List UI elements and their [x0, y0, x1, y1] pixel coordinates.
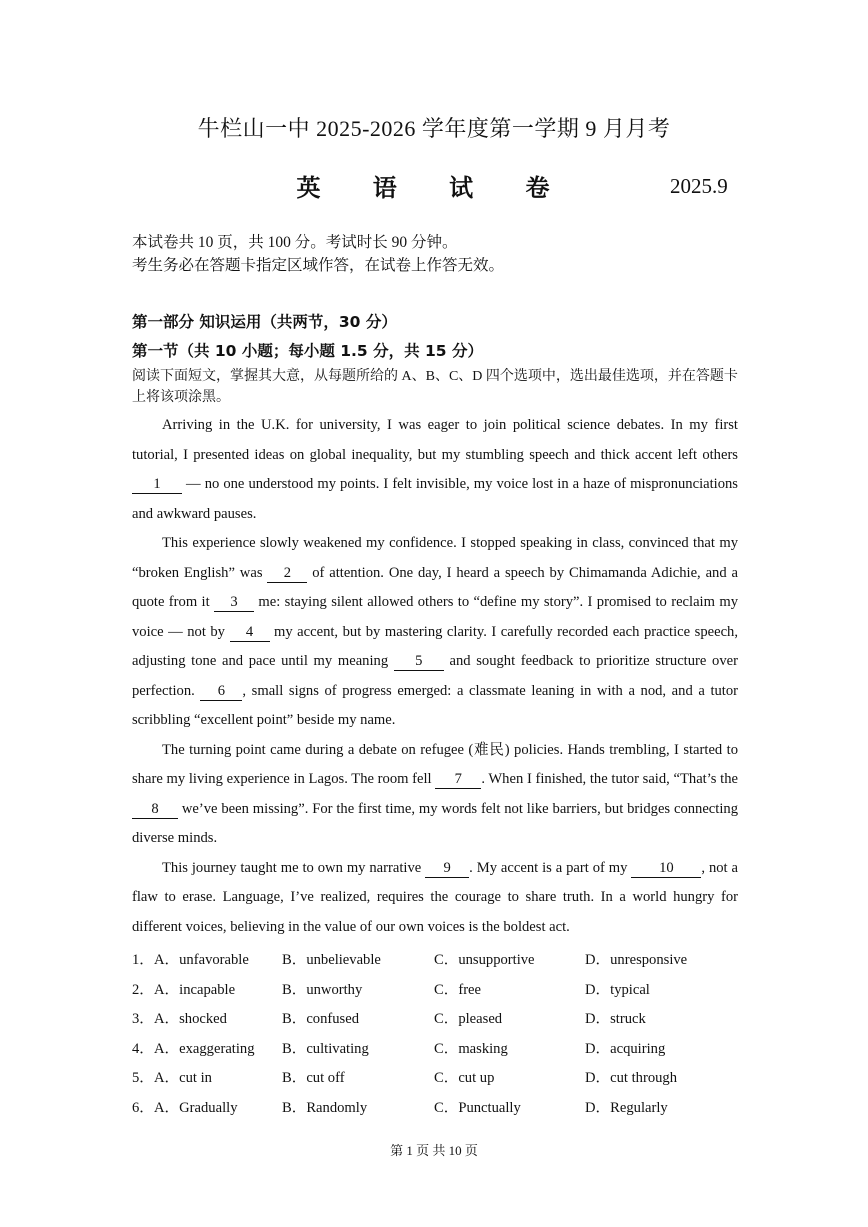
question-number: 1． — [132, 952, 154, 968]
exam-title: 牛栏山一中 2025-2026 学年度第一学期 9 月月考 — [197, 116, 671, 141]
option-d: D．typical — [585, 981, 650, 998]
option-d: D．unresponsive — [585, 952, 688, 968]
section-instructions: 阅读下面短文，掌握其大意，从每题所给的 A、B、C、D 四个选项中，选出最佳选项，并在答题卡上将该项涂黑。 — [132, 369, 738, 405]
paragraph-1 — [132, 411, 738, 529]
blank-8: 8 — [132, 800, 178, 819]
exam-date: 2025.9 — [670, 174, 728, 198]
part-heading: 第一部分 知识运用（共两节，30 分） — [132, 313, 397, 331]
question-number: 3． — [132, 1011, 154, 1028]
option-c: C．cut up — [434, 1070, 495, 1087]
text-span: . When I finished, the tutor said, “That’s the — [481, 771, 738, 787]
paragraph-2 — [132, 529, 738, 736]
paragraph-4 — [132, 854, 738, 943]
option-d: D．acquiring — [585, 1040, 666, 1057]
blank-9: 9 — [425, 859, 469, 878]
option-d: D．struck — [585, 1011, 646, 1028]
option-a: A．cut in — [154, 1070, 212, 1087]
option-c: C．pleased — [434, 1011, 503, 1028]
cloze-passage — [132, 411, 738, 942]
blank-3: 3 — [214, 593, 254, 612]
option-a: A．exaggerating — [154, 1040, 255, 1057]
option-b: B．confused — [282, 1011, 360, 1028]
question-number: 2． — [132, 981, 154, 998]
text-span: me: staying silent allowed others to “define my story”. I promised to reclaim my voice — not by — [132, 594, 738, 640]
text-span: of attention. One day, I heard a speech by Chimamanda Adichie, and a quote from it — [132, 564, 738, 610]
text-span: and sought feedback to prioritize structure over perfection. — [132, 653, 738, 699]
option-b: B．cultivating — [282, 1040, 369, 1057]
text-span: The turning point came during a debate on refugee (难民) policies. Hands trembling, I started to share my living experience in Lagos. The room fell — [132, 741, 738, 787]
option-b: B．cut off — [282, 1070, 345, 1087]
text-span: Arriving in the U.K. for university, I was eager to join political science debates. In my first tutorial, I presented ideas on global inequality, but my stumbling speech and thick accent left others — [132, 417, 738, 463]
option-b: B．Randomly — [282, 1099, 368, 1116]
option-c: C．Punctually — [434, 1099, 521, 1116]
option-b: B．unbelievable — [282, 952, 381, 968]
page-footer: 第 1 页 共 10 页 — [390, 1143, 478, 1158]
intro-line-1: 本试卷共 10 页，共 100 分。考试时长 90 分钟。 — [132, 234, 458, 251]
question-number: 5． — [132, 1070, 154, 1087]
option-a: A．Gradually — [154, 1099, 238, 1116]
option-a: A．unfavorable — [154, 952, 249, 968]
option-c: C．unsupportive — [434, 952, 535, 968]
text-span: . My accent is a part of my — [469, 859, 632, 876]
blank-10: 10 — [631, 859, 701, 878]
option-a: A．shocked — [154, 1011, 227, 1028]
text-span: , not a flaw to erase. Language, I’ve realized, requires the courage to share truth. In a world hungry for different voices, believing in the value of our own voices is the boldest act. — [132, 859, 738, 935]
text-span: my accent, but by mastering clarity. I carefully recorded each practice speech, adjusting tone and pace until my meaning — [132, 623, 738, 669]
option-d: D．Regularly — [585, 1099, 668, 1116]
option-c: C．masking — [434, 1040, 508, 1057]
question-number: 4． — [132, 1040, 154, 1057]
question-number: 6． — [132, 1099, 154, 1116]
exam-intro — [132, 231, 504, 277]
blank-6: 6 — [200, 682, 242, 701]
text-span: This experience slowly weakened my confidence. I stopped speaking in class, convinced that my “broken English” was — [132, 535, 738, 581]
blank-2: 2 — [267, 564, 307, 583]
intro-line-2: 考生务必在答题卡指定区域作答，在试卷上作答无效。 — [132, 257, 505, 274]
option-b: B．unworthy — [282, 981, 363, 998]
option-a: A．incapable — [154, 981, 236, 998]
blank-5: 5 — [394, 652, 444, 671]
text-span: we’ve been missing”. For the first time, my words felt not like barriers, but bridges connecting diverse minds. — [132, 800, 738, 846]
text-span: This journey taught me to own my narrative — [162, 859, 426, 876]
option-c: C．free — [434, 981, 482, 998]
subject-title-row — [0, 168, 868, 202]
option-d: D．cut through — [585, 1070, 678, 1087]
paragraph-3 — [132, 736, 738, 854]
section-heading: 第一节（共 10 小题；每小题 1.5 分，共 15 分） — [132, 342, 483, 360]
text-span: , small signs of progress emerged: a classmate leaning in with a nod, and a tutor scribbling “excellent point” beside my name. — [132, 682, 739, 728]
subject-title: 英 语 试 卷 — [296, 174, 572, 202]
blank-4: 4 — [230, 623, 270, 642]
blank-1: 1 — [132, 475, 182, 494]
text-span: — no one understood my points. I felt invisible, my voice lost in a haze of mispronunciations and awkward pauses. — [132, 476, 738, 522]
blank-7: 7 — [435, 770, 481, 789]
